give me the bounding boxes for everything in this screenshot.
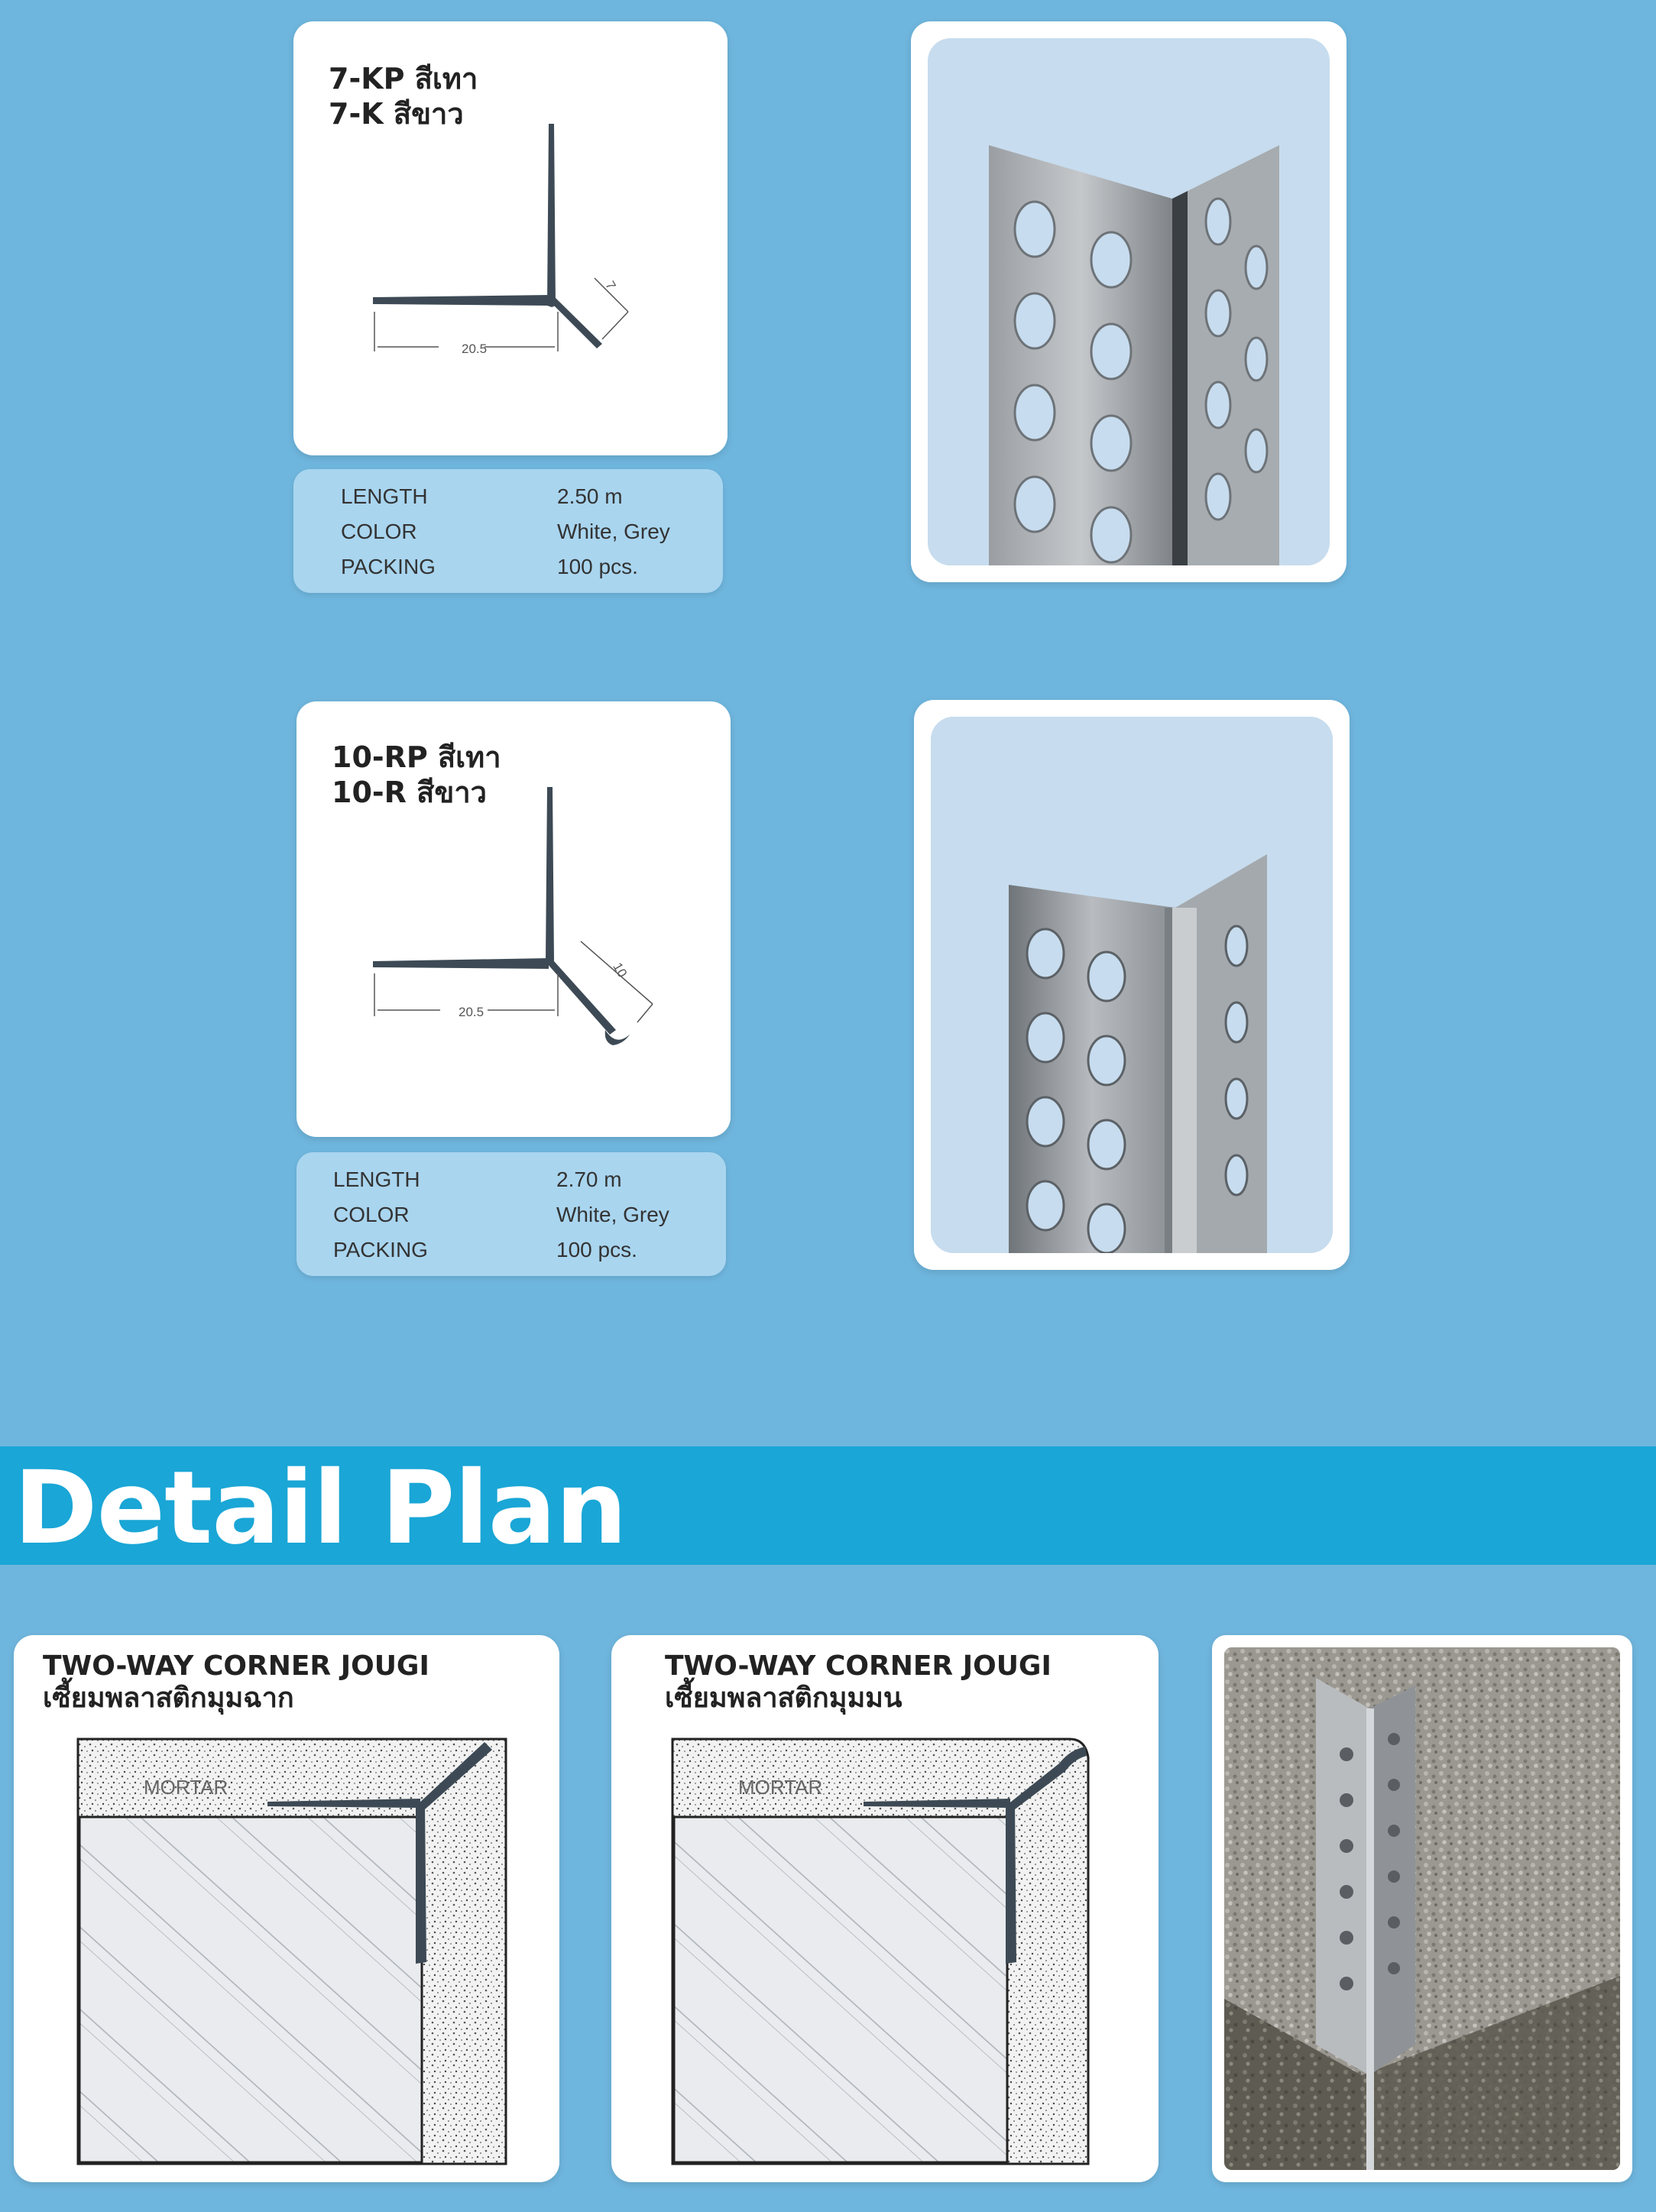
section-banner — [0, 1446, 1656, 1565]
product-specs-10r — [297, 1152, 726, 1276]
product-code-white: 7-K สีขาว — [329, 97, 464, 131]
spec-value: White, Grey — [557, 520, 670, 543]
detail-installed-photo — [1212, 1635, 1632, 2182]
plan-title-en: TWO-WAY CORNER JOUGI — [43, 1650, 429, 1682]
dim-width-label: 20.5 — [462, 342, 488, 356]
mortar-label: MORTAR — [738, 1776, 823, 1799]
dim-leg-label: 7 — [602, 278, 619, 293]
spec-key: LENGTH — [333, 1168, 420, 1191]
mortar-label: MORTAR — [144, 1776, 228, 1799]
spec-value: 2.70 m — [556, 1168, 622, 1191]
spec-key: PACKING — [341, 555, 436, 578]
detail-plan-card-rounded — [611, 1635, 1159, 2182]
plan-title-th: เซี้ยมพลาสติกมุมฉาก — [43, 1682, 294, 1714]
dim-width-label: 20.5 — [459, 1005, 484, 1019]
product-code-grey: 7-KP สีเทา — [329, 62, 478, 96]
section-title: Detail Plan — [14, 1449, 627, 1567]
plan-rounded-drawing — [611, 1635, 1159, 2182]
spec-key: LENGTH — [341, 484, 428, 508]
product-specs-7k — [293, 469, 723, 593]
spec-value: 2.50 m — [557, 484, 623, 508]
profile-7k-drawing — [293, 21, 728, 455]
dim-leg-label: 10 — [610, 960, 630, 980]
plan-title-th: เซี้ยมพลาสติกมุมมน — [665, 1682, 903, 1714]
product-code-grey: 10-RP สีเทา — [332, 740, 501, 774]
product-photo-10r — [914, 700, 1350, 1270]
spec-value: 100 pcs. — [556, 1238, 637, 1261]
spec-value: 100 pcs. — [557, 555, 638, 578]
plan-title-en: TWO-WAY CORNER JOUGI — [665, 1650, 1052, 1682]
detail-plan-card-square — [14, 1635, 559, 2182]
profile-10r-drawing — [297, 701, 731, 1137]
spec-value: White, Grey — [556, 1203, 669, 1226]
product-code-white: 10-R สีขาว — [332, 776, 487, 809]
spec-key: COLOR — [341, 520, 417, 543]
plan-square-drawing — [14, 1635, 559, 2182]
product-diagram-card-10r — [297, 701, 731, 1137]
product-diagram-card-7k — [293, 21, 728, 455]
spec-key: COLOR — [333, 1203, 410, 1226]
spec-key: PACKING — [333, 1238, 428, 1261]
product-photo-7k — [911, 21, 1347, 582]
